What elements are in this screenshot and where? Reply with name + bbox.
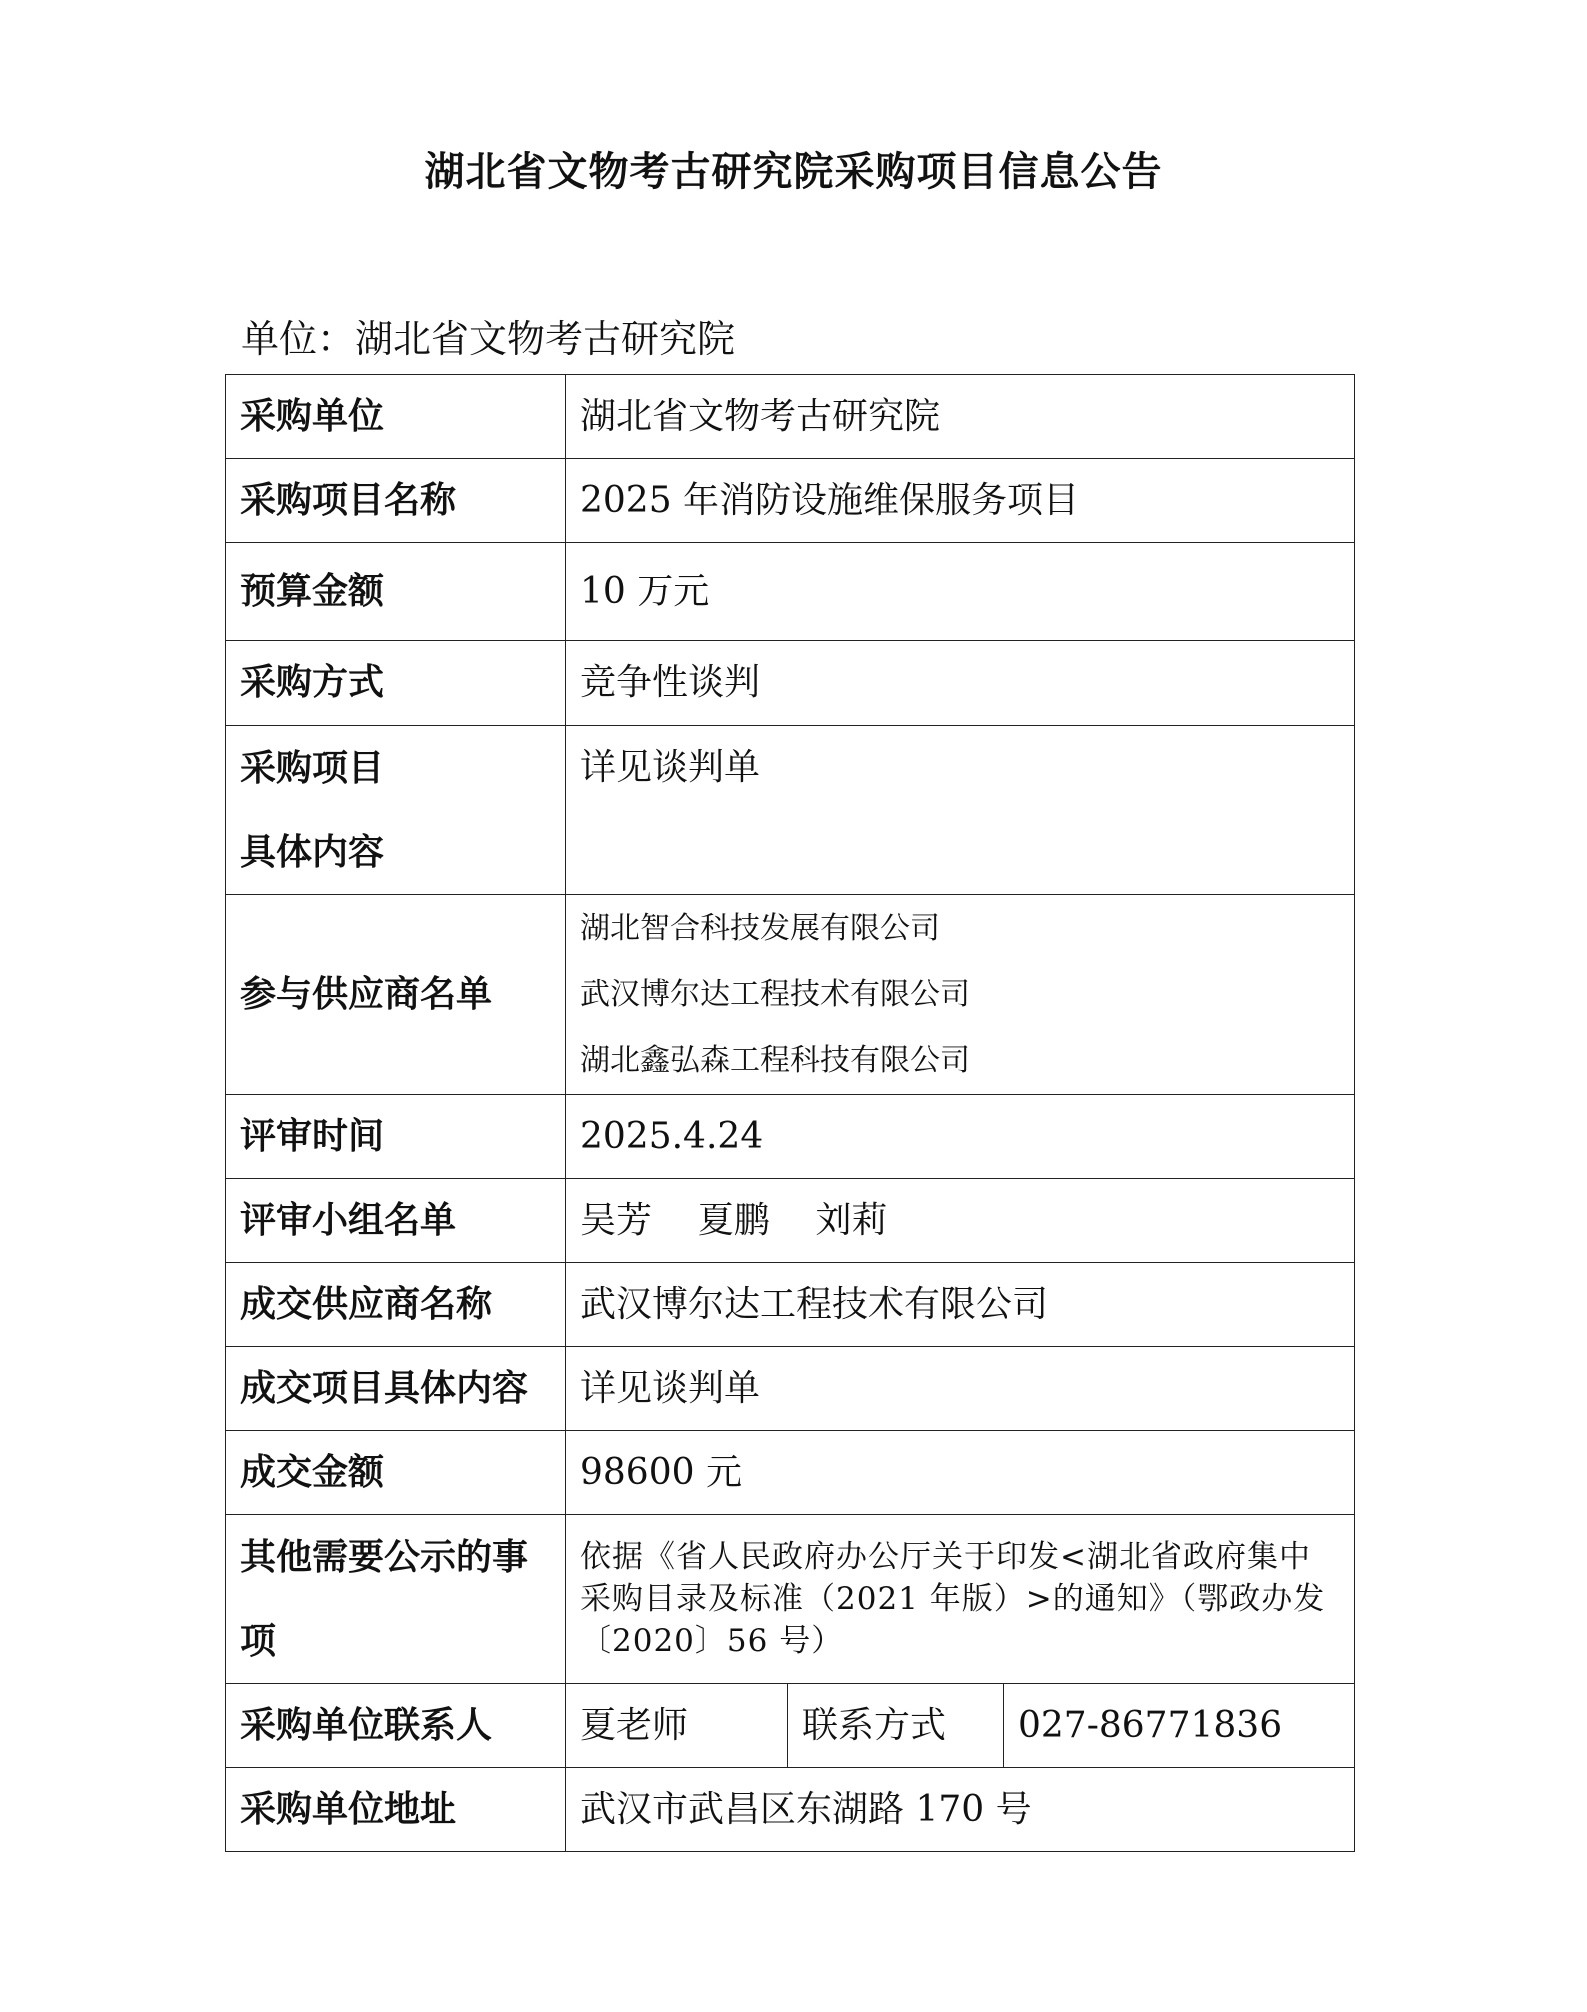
amount-value: 98600 元: [566, 1431, 1355, 1515]
project-name-value: 2025 年消防设施维保服务项目: [566, 459, 1355, 543]
method-value: 竞争性谈判: [566, 641, 1355, 726]
table-row: [226, 459, 1355, 543]
table-row: [226, 726, 1355, 895]
budget-label: 预算金额: [226, 543, 566, 641]
purchaser-value: 湖北省文物考古研究院: [566, 375, 1355, 459]
other-label-line2: 项: [240, 1620, 277, 1662]
table-row: [226, 1263, 1355, 1347]
table-row: [226, 895, 1355, 1095]
table-row: [226, 1768, 1355, 1852]
table-row: [226, 1095, 1355, 1179]
other-label: [226, 1515, 566, 1684]
table-row: [226, 1179, 1355, 1263]
contact-method-label: 联系方式: [788, 1684, 1004, 1768]
other-label-line1: 其他需要公示的事: [240, 1536, 529, 1578]
winner-value: 武汉博尔达工程技术有限公司: [566, 1263, 1355, 1347]
contact-phone: 027-86771836: [1004, 1684, 1355, 1768]
supplier-item: 湖北智合科技发展有限公司: [580, 910, 940, 946]
content-label-line1: 采购项目: [240, 747, 385, 789]
table-row: [226, 641, 1355, 726]
contact-value: 夏老师: [566, 1684, 788, 1768]
project-name-label: 采购项目名称: [226, 459, 566, 543]
table-row: [226, 543, 1355, 641]
content-label: [226, 726, 566, 895]
content-value: 详见谈判单: [566, 726, 1355, 895]
method-label: 采购方式: [226, 641, 566, 726]
other-value: 依据《省人民政府办公厅关于印发<湖北省政府集中采购目录及标准（2021 年版）>的通知》（鄂政办发〔2020〕56 号）: [566, 1515, 1355, 1684]
supplier-item: 湖北鑫弘森工程科技有限公司: [580, 1042, 970, 1078]
contact-label: 采购单位联系人: [226, 1684, 566, 1768]
table-row: [226, 1431, 1355, 1515]
winner-content-label: 成交项目具体内容: [226, 1347, 566, 1431]
page-title: 湖北省文物考古研究院采购项目信息公告: [424, 148, 1163, 195]
announcement-table: [225, 374, 1355, 1852]
budget-value: 10 万元: [566, 543, 1355, 641]
purchaser-label: 采购单位: [226, 375, 566, 459]
table-row: [226, 375, 1355, 459]
review-panel-label: 评审小组名单: [226, 1179, 566, 1263]
review-panel-value: 吴芳 夏鹏 刘莉: [566, 1179, 1355, 1263]
winner-content-value: 详见谈判单: [566, 1347, 1355, 1431]
review-time-label: 评审时间: [226, 1095, 566, 1179]
suppliers-label: 参与供应商名单: [226, 895, 566, 1095]
content-label-line2: 具体内容: [240, 831, 385, 873]
review-time-value: 2025.4.24: [566, 1095, 1355, 1179]
table-row: [226, 1684, 1355, 1768]
table-row: [226, 1347, 1355, 1431]
table-row: [226, 1515, 1355, 1684]
address-label: 采购单位地址: [226, 1768, 566, 1852]
address-value: 武汉市武昌区东湖路 170 号: [566, 1768, 1355, 1852]
suppliers-list: [566, 895, 1355, 1095]
unit-line: 单位：湖北省文物考古研究院: [241, 317, 736, 361]
winner-label: 成交供应商名称: [226, 1263, 566, 1347]
supplier-item: 武汉博尔达工程技术有限公司: [580, 976, 970, 1012]
amount-label: 成交金额: [226, 1431, 566, 1515]
